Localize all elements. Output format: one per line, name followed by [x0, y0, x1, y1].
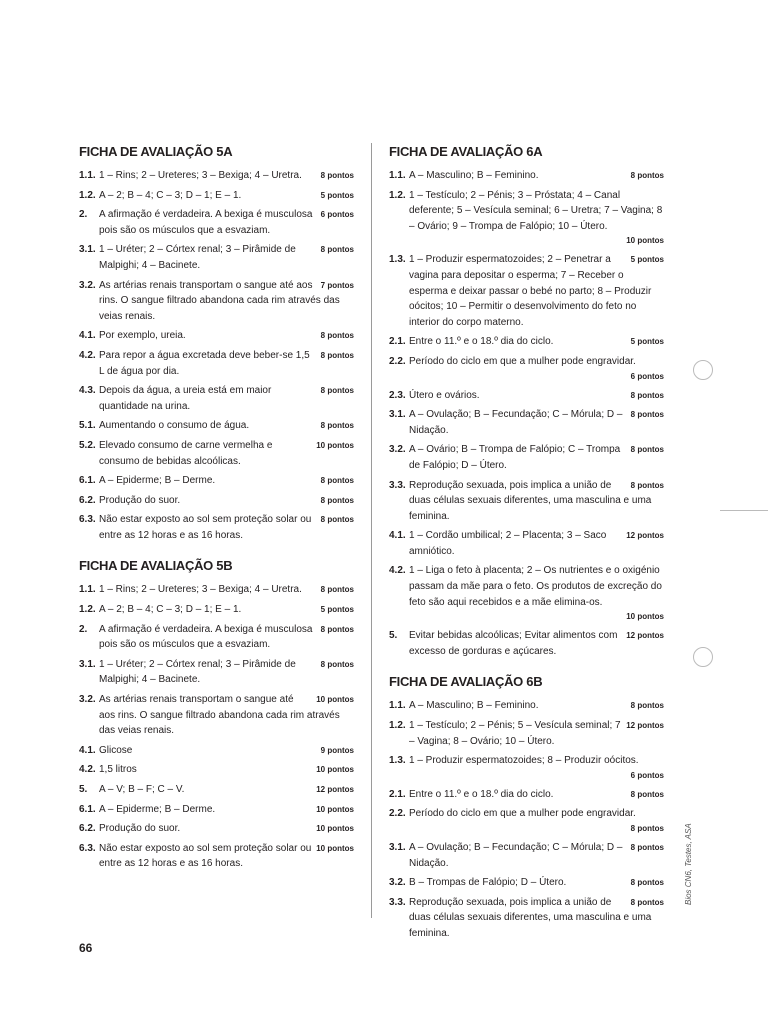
item-number: 4.3.	[79, 385, 96, 397]
points-label: 12 pontos	[626, 721, 664, 731]
answer-text: 1 – Uréter; 2 – Córtex renal; 3 – Pirâmide de Malpighi; 4 – Bacinete.	[99, 658, 296, 686]
answer-text: Glicose	[99, 744, 133, 756]
points-label: 5 pontos	[320, 605, 354, 615]
points-label: 8 pontos	[320, 585, 354, 595]
answer-item	[79, 348, 354, 379]
answer-section	[79, 557, 354, 872]
item-number: 4.1.	[79, 744, 96, 756]
answer-text: Produção do suor.	[99, 494, 181, 506]
item-number: 3.2.	[389, 877, 406, 889]
answer-item	[79, 821, 354, 837]
points-label: 8 pontos	[630, 824, 664, 833]
answer-item	[389, 252, 664, 330]
points-label: 10 pontos	[316, 440, 354, 450]
answer-text: 1 – Cordão umbilical; 2 – Placenta; 3 – Saco amniótico.	[409, 530, 607, 557]
answer-item	[79, 622, 354, 653]
answer-section	[79, 143, 354, 543]
points-label: 8 pontos	[630, 171, 664, 180]
item-number: 1.2.	[389, 189, 406, 201]
right-column	[389, 143, 664, 956]
item-number: 2.2.	[389, 355, 406, 367]
item-number: 5.1.	[79, 420, 96, 432]
answer-item	[389, 188, 664, 249]
answer-text: Entre o 11.º e o 18.º dia do ciclo.	[409, 788, 554, 800]
points-label: 8 pontos	[320, 659, 354, 669]
answer-item	[79, 168, 354, 184]
answer-item	[79, 278, 354, 325]
points-label: 7 pontos	[320, 280, 354, 290]
item-number: 2.2.	[389, 808, 406, 820]
points-label: 8 pontos	[320, 476, 354, 486]
margin-line	[720, 510, 768, 511]
item-number: 6.1.	[79, 475, 96, 487]
answer-item	[389, 698, 664, 714]
points-label: 8 pontos	[320, 171, 354, 180]
answer-text: A – V; B – F; C – V.	[99, 784, 185, 795]
item-number: 4.1.	[389, 530, 406, 542]
column-divider	[371, 143, 372, 918]
answer-text: 1 – Produzir espermatozoides; 2 – Penetrar a vagina para depositar o esperma; 7 – Receber o esperma e deixar passar o bebé no parto; 8 – Produzir oócitos; 10 – Permitir o desenvolvimento do feto no interior do corpo materno.	[409, 254, 652, 328]
answer-item	[79, 188, 354, 204]
answer-item	[79, 383, 354, 414]
answer-item	[79, 582, 354, 598]
answer-item	[389, 718, 664, 749]
answer-text: A – Masculino; B – Feminino.	[409, 170, 539, 181]
answer-item	[79, 512, 354, 543]
item-number: 1.1.	[389, 170, 406, 181]
points-label: 8 pontos	[630, 897, 664, 907]
points-label: 8 pontos	[630, 410, 664, 420]
answer-item	[389, 787, 664, 803]
answer-text: 1 – Liga o feto à placenta; 2 – Os nutrientes e o oxigénio passam da mãe para o feto. Os produtos de excreção do feto são aqui recebidos e a mãe elimina-os.	[409, 565, 662, 608]
answer-item	[389, 442, 664, 473]
section-title: FICHA DE AVALIAÇÃO 5A	[79, 144, 233, 159]
item-number: 3.2.	[389, 444, 406, 456]
answer-item	[389, 563, 664, 624]
answer-text: 1,5 litros	[99, 764, 137, 776]
points-label: 8 pontos	[320, 421, 354, 431]
item-number: 1.2.	[79, 189, 96, 201]
points-label: 8 pontos	[630, 843, 664, 852]
item-number: 1.3.	[389, 254, 406, 266]
answer-text: A – Epiderme; B – Derme.	[99, 475, 216, 487]
answer-section	[389, 673, 664, 941]
points-label: 5 pontos	[630, 337, 664, 347]
points-label: 10 pontos	[316, 843, 354, 853]
item-number: 6.1.	[79, 803, 96, 815]
answer-text: B – Trompas de Falópio; D – Útero.	[409, 877, 567, 889]
answer-item	[389, 354, 664, 384]
points-label: 10 pontos	[626, 236, 664, 246]
item-number: 1.1.	[79, 170, 96, 181]
answer-text: A – Ovário; B – Trompa de Falópio; C – Trompa de Falópio; D – Útero.	[409, 444, 621, 471]
item-number: 3.1.	[389, 842, 406, 853]
answer-text: Útero e ovários.	[409, 389, 480, 401]
item-number: 4.1.	[79, 330, 96, 342]
answer-item	[389, 528, 664, 559]
points-label: 6 pontos	[630, 371, 664, 381]
answer-item	[79, 802, 354, 818]
points-label: 8 pontos	[320, 331, 354, 341]
answer-text: A afirmação é verdadeira. A bexiga é musculosa pois são os músculos que a esvaziam.	[99, 209, 313, 236]
answer-item	[79, 602, 354, 618]
item-number: 5.	[79, 784, 88, 795]
answer-text: A – Epiderme; B – Derme.	[99, 803, 216, 815]
answer-item	[79, 657, 354, 688]
answer-item	[79, 242, 354, 273]
answer-item	[79, 692, 354, 739]
answer-item	[389, 628, 664, 659]
item-number: 3.1.	[79, 658, 96, 670]
answer-item	[389, 388, 664, 404]
item-number: 3.1.	[389, 409, 406, 421]
points-label: 8 pontos	[320, 495, 354, 505]
item-number: 3.1.	[79, 244, 96, 256]
item-number: 6.2.	[79, 823, 96, 835]
item-number: 1.1.	[79, 584, 96, 596]
punch-hole-top	[693, 360, 713, 380]
answer-item	[79, 493, 354, 509]
points-label: 6 pontos	[630, 770, 664, 780]
answer-text: Período do ciclo em que a mulher pode engravidar.	[409, 355, 636, 367]
points-label: 8 pontos	[320, 245, 354, 255]
points-label: 10 pontos	[316, 765, 354, 775]
item-number: 2.	[79, 623, 88, 635]
item-number: 6.3.	[79, 514, 96, 526]
item-number: 4.2.	[389, 565, 406, 577]
answer-item	[79, 743, 354, 759]
answer-text: 1 – Testículo; 2 – Pénis; 5 – Vesícula seminal; 7 – Vagina; 8 – Ovário; 10 – Útero.	[409, 720, 621, 747]
item-number: 1.2.	[389, 720, 406, 732]
answer-item	[79, 438, 354, 469]
answer-text: 1 – Uréter; 2 – Córtex renal; 3 – Pirâmide de Malpighi; 4 – Bacinete.	[99, 244, 296, 271]
points-label: 8 pontos	[320, 350, 354, 360]
answer-text: Período do ciclo em que a mulher pode engravidar.	[409, 808, 636, 820]
points-label: 8 pontos	[630, 878, 664, 888]
answer-text: Por exemplo, ureia.	[99, 330, 186, 342]
answer-text: As artérias renais transportam o sangue até aos rins. O sangue filtrado abandona cada rim através das veias renais.	[99, 694, 340, 737]
points-label: 10 pontos	[316, 804, 354, 814]
answer-item	[79, 418, 354, 434]
answer-item	[389, 806, 664, 836]
points-label: 8 pontos	[630, 390, 664, 400]
item-number: 3.2.	[79, 279, 96, 291]
item-number: 2.3.	[389, 389, 406, 401]
answer-text: 1 – Rins; 2 – Ureteres; 3 – Bexiga; 4 – Uretra.	[99, 584, 302, 596]
answer-item	[389, 478, 664, 525]
section-title: FICHA DE AVALIAÇÃO 6B	[389, 674, 543, 690]
answer-text: A – Ovulação; B – Fecundação; C – Mórula; D – Nidação.	[409, 842, 623, 869]
item-number: 2.1.	[389, 336, 406, 348]
answer-item	[79, 762, 354, 778]
answer-text: Produção do suor.	[99, 823, 181, 835]
answer-item	[79, 328, 354, 344]
points-label: 10 pontos	[626, 612, 664, 622]
item-number: 1.1.	[389, 700, 406, 712]
item-number: 6.2.	[79, 494, 96, 506]
answer-text: Reprodução sexuada, pois implica a união de duas células sexuais diferentes, uma masculina e uma feminina.	[409, 479, 652, 522]
answer-text: Entre o 11.º e o 18.º dia do ciclo.	[409, 336, 554, 348]
answer-text: A – 2; B – 4; C – 3; D – 1; E – 1.	[99, 189, 242, 201]
points-label: 10 pontos	[316, 695, 354, 705]
section-title: FICHA DE AVALIAÇÃO 6A	[389, 144, 543, 159]
item-number: 2.	[79, 209, 88, 221]
points-label: 10 pontos	[316, 824, 354, 834]
answer-item	[389, 334, 664, 350]
answer-text: 1 – Produzir espermatozoides; 8 – Produzir oócitos.	[409, 755, 639, 767]
answer-text: A – 2; B – 4; C – 3; D – 1; E – 1.	[99, 604, 242, 616]
answer-section	[389, 143, 664, 659]
answer-item	[389, 407, 664, 438]
answer-item	[389, 753, 664, 783]
answer-item	[79, 782, 354, 798]
item-number: 1.2.	[79, 604, 96, 616]
item-number: 3.2.	[79, 694, 96, 706]
answer-text: Não estar exposto ao sol sem proteção solar ou entre as 12 horas e as 16 horas.	[99, 842, 312, 870]
left-column	[79, 143, 354, 886]
answer-item	[79, 473, 354, 489]
points-label: 8 pontos	[630, 445, 664, 455]
answer-text: 1 – Rins; 2 – Ureteres; 3 – Bexiga; 4 – Uretra.	[99, 170, 302, 181]
points-label: 8 pontos	[320, 624, 354, 634]
answer-text: Reprodução sexuada, pois implica a união de duas células sexuais diferentes, uma masculina e uma feminina.	[409, 896, 652, 939]
points-label: 5 pontos	[320, 190, 354, 200]
item-number: 2.1.	[389, 788, 406, 800]
points-label: 8 pontos	[320, 515, 354, 525]
answer-text: A afirmação é verdadeira. A bexiga é musculosa pois são os músculos que a esvaziam.	[99, 623, 313, 651]
item-number: 1.3.	[389, 755, 406, 767]
item-number: 5.	[389, 630, 398, 642]
answer-item	[79, 207, 354, 238]
answer-text: Depois da água, a ureia está em maior quantidade na urina.	[99, 385, 272, 412]
answer-text: A – Masculino; B – Feminino.	[409, 700, 539, 712]
section-title: FICHA DE AVALIAÇÃO 5B	[79, 558, 233, 574]
points-label: 8 pontos	[630, 789, 664, 799]
credit-text: Bios CN6, Testes, ASA	[684, 823, 693, 905]
points-label: 6 pontos	[320, 210, 354, 220]
points-label: 5 pontos	[630, 255, 664, 265]
answer-text: A – Ovulação; B – Fecundação; C – Mórula; D – Nidação.	[409, 409, 623, 436]
answer-item	[79, 841, 354, 872]
answer-item	[389, 875, 664, 891]
item-number: 6.3.	[79, 842, 96, 854]
answer-item	[389, 840, 664, 871]
points-label: 8 pontos	[630, 701, 664, 711]
answer-text: 1 – Testículo; 2 – Pénis; 3 – Próstata; 4 – Canal deferente; 5 – Vesícula seminal; 6 – Uretra; 7 – Vagina; 8 – Ovário; 9 – Trompa de Falópio; 10 – Útero.	[409, 189, 663, 232]
answer-text: Aumentando o consumo de água.	[99, 420, 250, 432]
item-number: 4.2.	[79, 349, 96, 361]
answer-text: Elevado consumo de carne vermelha e consumo de bebidas alcoólicas.	[99, 439, 273, 467]
item-number: 3.3.	[389, 479, 406, 491]
answer-text: As artérias renais transportam o sangue até aos rins. O sangue filtrado abandona cada rim através das veias renais.	[99, 279, 340, 322]
points-label: 8 pontos	[320, 386, 354, 396]
points-label: 12 pontos	[626, 631, 664, 641]
points-label: 9 pontos	[320, 745, 354, 755]
item-number: 3.3.	[389, 896, 406, 908]
points-label: 8 pontos	[630, 480, 664, 490]
item-number: 4.2.	[79, 764, 96, 776]
item-number: 5.2.	[79, 439, 96, 451]
punch-hole-bottom	[693, 647, 713, 667]
answer-item	[389, 895, 664, 942]
answer-item	[389, 168, 664, 184]
answer-text: Não estar exposto ao sol sem proteção solar ou entre as 12 horas e as 16 horas.	[99, 514, 312, 541]
page-number: 66	[79, 941, 93, 955]
points-label: 12 pontos	[316, 785, 354, 794]
answer-text: Evitar bebidas alcoólicas; Evitar alimentos com excesso de gorduras e açúcares.	[409, 630, 618, 657]
answer-text: Para repor a água excretada deve beber-se 1,5 L de água por dia.	[99, 349, 310, 377]
points-label: 12 pontos	[626, 531, 664, 541]
